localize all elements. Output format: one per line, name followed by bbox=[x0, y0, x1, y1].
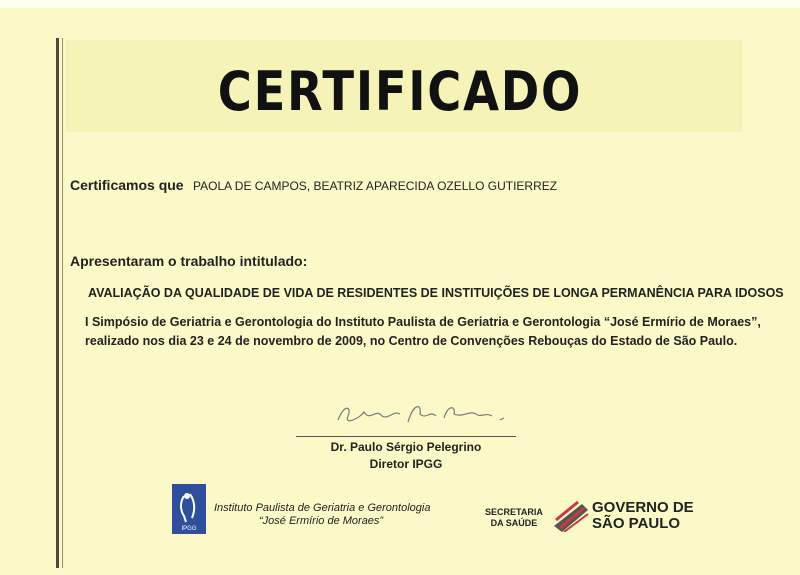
institute-name bbox=[214, 502, 430, 528]
signer-name: Dr. Paulo Sérgio Pelegrino bbox=[330, 440, 482, 454]
ipgg-emblem-icon bbox=[172, 488, 206, 528]
paper-edge bbox=[0, 0, 800, 8]
event-line-1: I Simpósio de Geriatria e Gerontologia do Instituto Paulista de Geriatria e Gerontologia “José Ermírio de Moraes”, bbox=[85, 315, 761, 329]
ipgg-logo bbox=[172, 484, 206, 534]
ipgg-logo-text: IPGG bbox=[181, 526, 197, 532]
certify-label: Certificamos que bbox=[70, 177, 184, 193]
institute-line-1: Instituto Paulista de Geriatria e Gerontologia bbox=[214, 502, 431, 514]
presented-label: Apresentaram o trabalho intitulado: bbox=[70, 253, 308, 269]
secretaria-line-1: SECRETARIA bbox=[485, 507, 543, 517]
sao-paulo-flag-icon bbox=[552, 500, 590, 532]
certificate-title: CERTIFICADO bbox=[217, 60, 583, 123]
signature-scribble bbox=[330, 398, 530, 432]
signature-line bbox=[296, 436, 516, 437]
governo-sao-paulo bbox=[592, 500, 694, 532]
secretaria-line-2: DA SAÚDE bbox=[490, 518, 538, 528]
gov-line-2: SÃO PAULO bbox=[592, 515, 681, 532]
event-line-2: realizado nos dia 23 e 24 de novembro de 2009, no Centro de Convenções Rebouças do Estado de São Paulo. bbox=[85, 334, 738, 348]
recipient-names: PAOLA DE CAMPOS, BEATRIZ APARECIDA OZELLO GUTIERREZ bbox=[193, 179, 558, 193]
institute-line-2: “José Ermírio de Moraes” bbox=[259, 515, 384, 527]
gov-line-1: GOVERNO DE bbox=[592, 499, 694, 516]
work-title: AVALIAÇÃO DA QUALIDADE DE VIDA DE RESIDENTES DE INSTITUIÇÕES DE LONGA PERMANÊNCIA PARA IDOSOS bbox=[88, 286, 784, 300]
signer-role: Diretor IPGG bbox=[369, 457, 443, 471]
secretaria-saude bbox=[485, 507, 543, 529]
